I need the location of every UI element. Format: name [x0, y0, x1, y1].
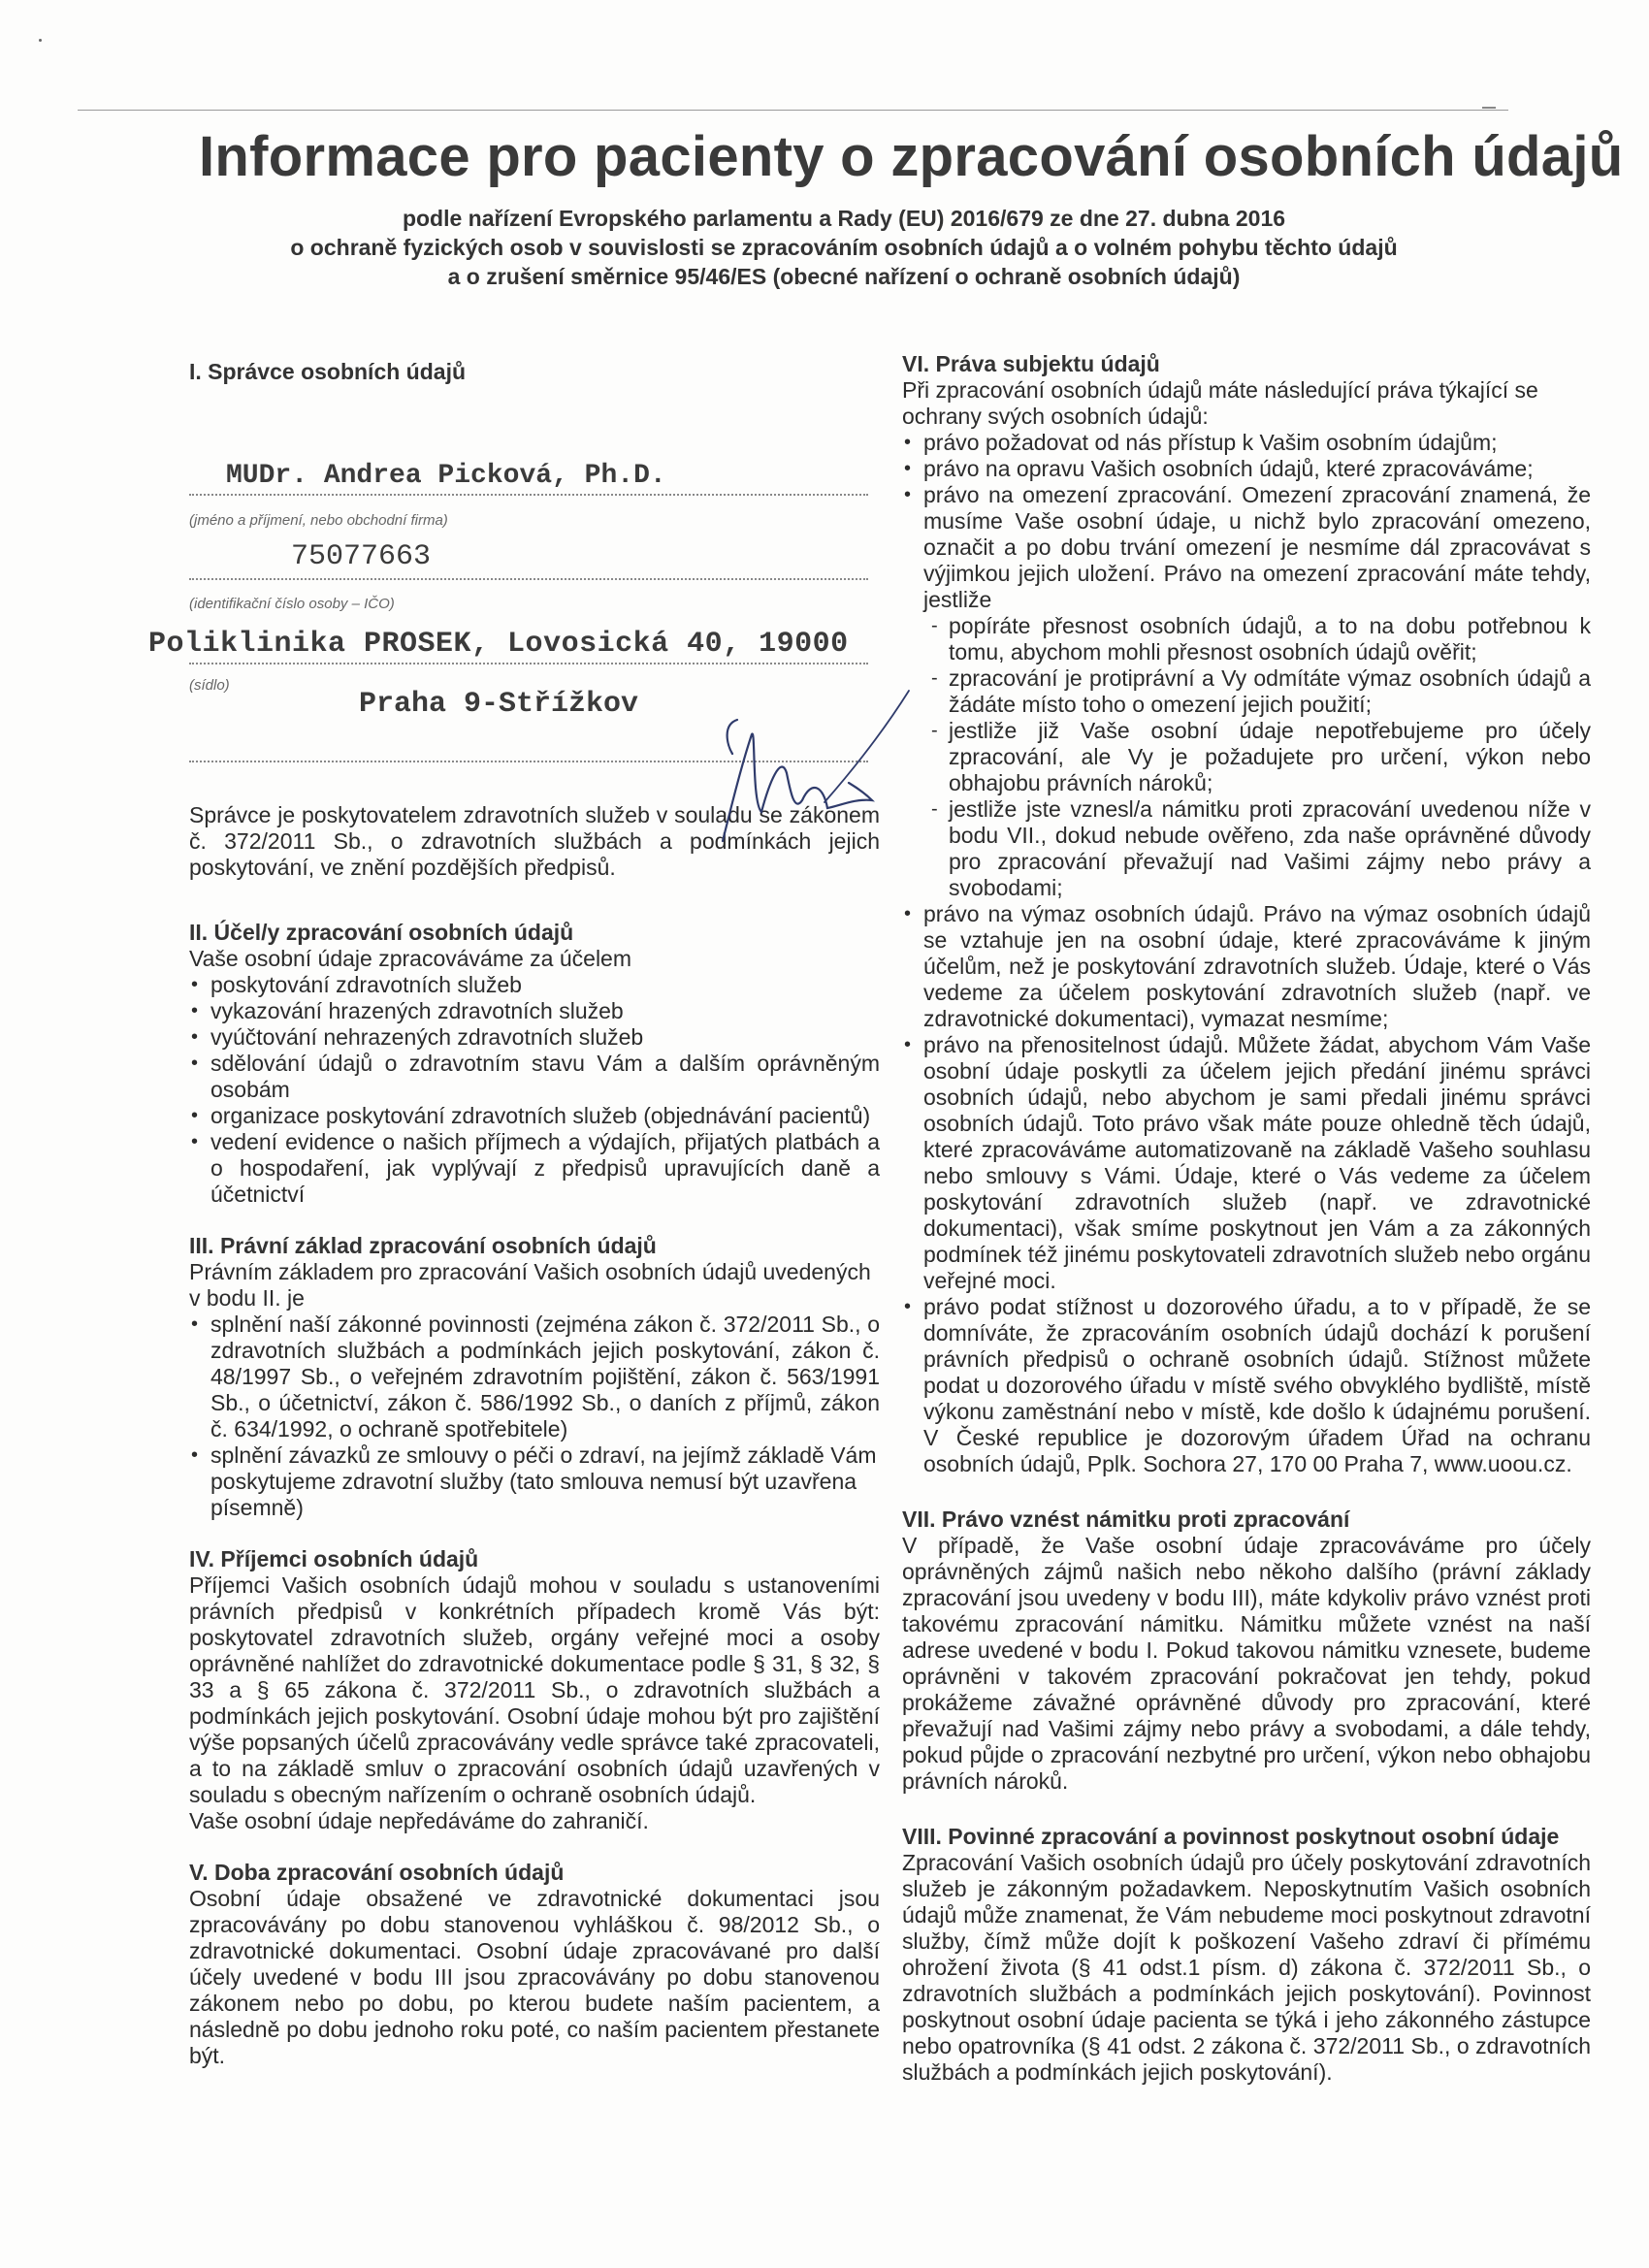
sub-list-item: - jestliže jste vznesl/a námitku proti zpracování uvedenou níže v bodu VII., dokud nebude ověřeno, zda naše oprávněné důvody pro zpracování převažují nad Vašimi zájmy nebo právy a svobodami;	[927, 796, 1591, 901]
page-subtitle	[175, 204, 1513, 291]
section-4-heading: IV. Příjemci osobních údajů	[189, 1546, 479, 1571]
list-item: • organizace poskytování zdravotních služeb (objednávání pacientů)	[189, 1103, 880, 1129]
controller-fields	[148, 385, 880, 802]
controller-seat-value-line2: Praha 9-Střížkov	[359, 688, 639, 721]
list-item: • splnění závazků ze smlouvy o péči o zdraví, na jejímž základě Vám poskytujeme zdravotní služby (tato smlouva nemusí být uzavřena písemně)	[189, 1442, 880, 1521]
section-2-intro: Vaše osobní údaje zpracováváme za účelem	[189, 946, 632, 971]
right-column	[902, 351, 1591, 2086]
section-8-heading: VIII. Povinné zpracování a povinnost poskytnout osobní údaje	[902, 1824, 1560, 1849]
controller-name-value: MUDr. Andrea Picková, Ph.D.	[226, 461, 666, 491]
list-item: • právo na výmaz osobních údajů. Právo na výmaz osobních údajů se vztahuje jen na osobní údaje, které zpracováváme k jiným účelům, než je poskytování zdravotních služeb. Údaje, které o Vás vedeme za účelem poskytování zdravotních služeb (např. ve zdravotnické dokumentaci), vymazat nesmíme;	[902, 901, 1591, 1032]
list-item: • sdělování údajů o zdravotním stavu Vám a dalším oprávněným osobám	[189, 1051, 880, 1103]
sub-list-item: - jestliže již Vaše osobní údaje nepotřebujeme pro účely zpracování, ale Vy je požadujete pro určení, výkon nebo obhajobu právních nároků;	[927, 718, 1591, 796]
sub-list-item: - zpracování je protiprávní a Vy odmítáte výmaz osobních údajů a žádáte místo toho o omezení jejich použití;	[927, 665, 1591, 718]
controller-ico-value: 75077663	[291, 540, 432, 573]
section-3-heading: III. Právní základ zpracování osobních údajů	[189, 1233, 657, 1258]
section-7-text: V případě, že Vaše osobní údaje zpracováváme pro účely oprávněných zájmů našich nebo někoho dalšího (právní základy zpracování jsou uvedeny v bodu III), máte kdykoliv právo vznést proti takovému zpracování námitku. Námitku můžete vznést na naší adrese uvedené v bodu I. Pokud takovou námitku vznesete, budeme oprávněni v takovém zpracování pokračovat jen tehdy, pokud prokážeme závažné oprávněné důvody pro zpracování, které převažují nad Vašimi zájmy nebo právy a svobodami, a dále tehdy, pokud půjde o zpracování nezbytné pro určení, výkon nebo obhajobu právních nároků.	[902, 1533, 1591, 1794]
list-item: • právo podat stížnost u dozorového úřadu, a to v případě, že se domníváte, že zpracováním osobních údajů dochází k porušení právních předpisů o ochraně osobních údajů. Stížnost můžete podat u dozorového úřadu v místě svého obvyklého bydliště, místě výkonu zaměstnání nebo v místě, kde došlo k údajnému porušení. V České republice je dozorovým úřadem Úřad na ochranu osobních údajů, Pplk. Sochora 27, 170 00 Praha 7, www.uoou.cz.	[902, 1294, 1591, 1477]
sub-list-item: - popíráte přesnost osobních údajů, a to na dobu potřebnou k tomu, abychom mohli přesnost osobních údajů ověřit;	[927, 613, 1591, 665]
list-item: • právo na přenositelnost údajů. Můžete žádat, abychom Vám Vaše osobní údaje poskytli za účelem jejich předání jinému správci osobních údajů, nebo abychom je sami předali jinému správci osobních údajů. Toto právo však máte pouze ohledně těch údajů, které zpracováváme automatizovaně na základě Vašeho souhlasu nebo smlouvy s Vámi. Údaje, které o Vás vedeme za účelem poskytování zdravotních služeb (např. ve zdravotnické dokumentaci), však smíme poskytnout jen Vám a za zákonných podmínek též jinému poskytovateli zdravotních služeb nebo orgánu veřejné moci.	[902, 1032, 1591, 1294]
section-4-text-2: Vaše osobní údaje nepředáváme do zahraničí.	[189, 1808, 649, 1833]
page-title: Informace pro pacienty o zpracování osobních údajů	[199, 125, 1624, 188]
left-column	[148, 359, 880, 2069]
seat-field-line	[189, 661, 868, 664]
section-8-text: Zpracování Vašich osobních údajů pro účely poskytování zdravotních služeb je zákonným požadavkem. Neposkytnutím Vašich osobních údajů může znamenat, že Vám nebudeme moci poskytnout zdravotní služby, čímž může dojít k poškození Vašeho zdraví či přímému ohrožení života (§ 41 odst.1 písm. d) zákona č. 372/2011 Sb., o zdravotních službách a podmínkách jejich poskytování). Povinnost poskytnout osobní údaje pacienta se týká i jeho zákonného zástupce nebo opatrovníka (§ 41 odst. 2 zákona č. 372/2011 Sb., o zdravotních službách a podmínkách jejich poskytování).	[902, 1850, 1591, 2085]
section-3-intro: Právním základem pro zpracování Vašich osobních údajů uvedených v bodu II. je	[189, 1259, 871, 1311]
list-item: • vedení evidence o našich příjmech a výdajích, přijatých platbách a o hospodaření, jak vyplývají z předpisů upravujících daně a účetnictví	[189, 1129, 880, 1208]
subtitle-line-2: o ochraně fyzických osob v souvislosti se zpracováním osobních údajů a o volném pohybu těchto údajů	[290, 235, 1398, 260]
signature-image	[694, 686, 917, 851]
list-item	[902, 482, 1591, 901]
section-2-heading: II. Účel/y zpracování osobních údajů	[189, 920, 574, 945]
subtitle-line-3: a o zrušení směrnice 95/46/ES (obecné nařízení o ochraně osobních údajů)	[447, 264, 1241, 289]
section-1-paragraph: Správce je poskytovatelem zdravotních služeb v souladu se zákonem č. 372/2011 Sb., o zdravotních službách a podmínkách jejich poskytování, ve znění pozdějších předpisů.	[189, 802, 880, 880]
ico-field-line	[189, 576, 868, 580]
top-rule	[78, 110, 1508, 111]
section-7-heading: VII. Právo vznést námitku proti zpracování	[902, 1507, 1350, 1532]
scan-speck	[39, 39, 42, 42]
list-item: • vykazování hrazených zdravotních služeb	[189, 998, 880, 1024]
list-item: • právo na opravu Vašich osobních údajů, které zpracováváme;	[902, 456, 1591, 482]
section-6-heading: VI. Práva subjektu údajů	[902, 351, 1160, 376]
section-3-list	[189, 1312, 880, 1521]
list-item: • právo požadovat od nás přístup k Vašim osobním údajům;	[902, 430, 1591, 456]
list-item: • poskytování zdravotních služeb	[189, 972, 880, 998]
section-5-text: Osobní údaje obsažené ve zdravotnické dokumentaci jsou zpracovávány po dobu stanovenou vyhláškou č. 98/2012 Sb., o zdravotnické dokumentaci. Osobní údaje zpracovávané pro další účely uvedené v bodu III jsou zpracovávány po dobu stanovenou zákonem nebo po dobu, po kterou budete naším pacientem, a následně po dobu jednoho roku poté, co naším pacientem přestanete být.	[189, 1886, 880, 2068]
restriction-text: právo na omezení zpracování. Omezení zpracování znamená, že musíme Vaše osobní údaje, u nichž bylo zpracování omezeno, označit a po dobu trvání omezení je nesmíme dál zpracovávat s výjimkou jejich uložení. Právo na omezení zpracování máte tehdy, jestliže	[923, 482, 1591, 612]
list-item: • vyúčtování nehrazených zdravotních služeb	[189, 1024, 880, 1051]
controller-ico-caption: (identifikační číslo osoby – IČO)	[189, 596, 395, 612]
restriction-sublist	[927, 613, 1591, 901]
subtitle-line-1: podle nařízení Evropského parlamentu a Rady (EU) 2016/679 ze dne 27. dubna 2016	[402, 206, 1286, 231]
list-item: • splnění naší zákonné povinnosti (zejména zákon č. 372/2011 Sb., o zdravotních službách a podmínkách jejich poskytování, zákon č. 48/1997 Sb., o veřejném zdravotním pojištění, zákon č. 563/1991 Sb., o účetnictví, zákon č. 586/1992 Sb., o daních z příjmů, zákon č. 634/1992, o ochraně spotřebitele)	[189, 1312, 880, 1442]
section-6-intro: Při zpracování osobních údajů máte následující práva týkající se ochrany svých osobních údajů:	[902, 377, 1538, 429]
controller-seat-caption: (sídlo)	[189, 677, 230, 694]
section-4-text: Příjemci Vašich osobních údajů mohou v souladu s ustanoveními právních předpisů v konkrétních případech kromě Vás být: poskytovatel zdravotních služeb, orgány veřejné moci a osoby oprávněné nahlížet do zdravotnické dokumentace podle § 31, § 32, § 33 a § 65 zákona č. 372/2011 Sb., o zdravotních službách a podmínkách jejich poskytování. Osobní údaje mohou být pro zajištění výše popsaných účelů zpracovávány vedle správce také zpracovateli, a to na základě smluv o zpracování osobních údajů uzavřených v souladu s obecným nařízením o ochraně osobních údajů.	[189, 1572, 880, 1807]
section-5-heading: V. Doba zpracování osobních údajů	[189, 1860, 565, 1885]
section-1-heading: I. Správce osobních údajů	[189, 359, 467, 384]
section-2-list	[189, 972, 880, 1208]
controller-seat-value-line1: Poliklinika PROSEK, Lovosická 40, 19000	[148, 628, 849, 661]
section-6-list	[902, 430, 1591, 1477]
controller-name-caption: (jméno a příjmení, nebo obchodní firma)	[189, 512, 448, 529]
corner-mark	[1482, 107, 1496, 109]
name-field-line	[189, 492, 868, 496]
